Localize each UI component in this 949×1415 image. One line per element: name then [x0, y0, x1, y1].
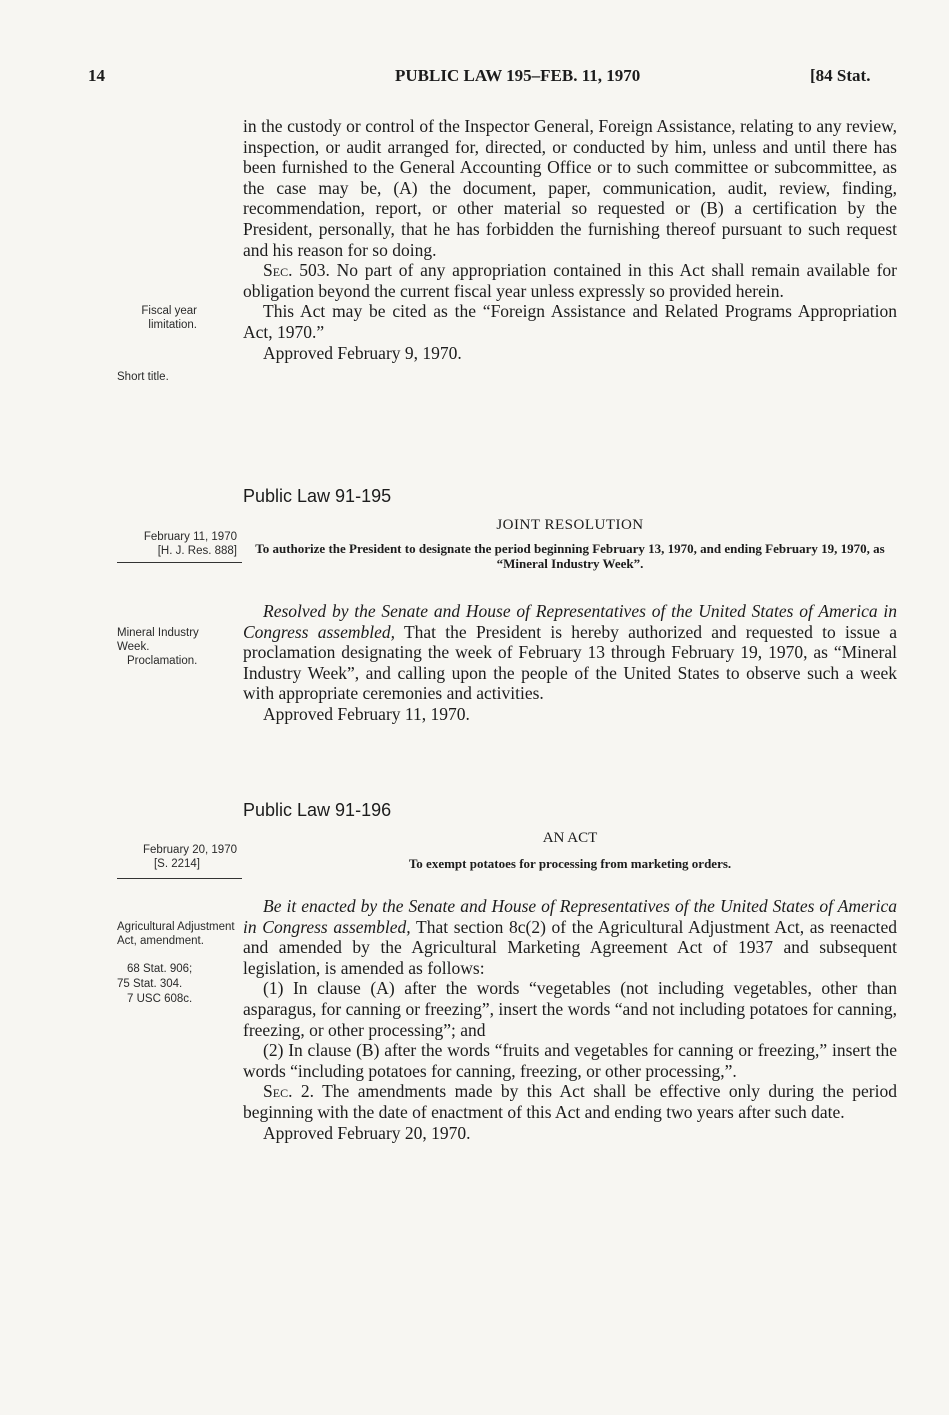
pl195-type: JOINT RESOLUTION	[496, 517, 644, 533]
pl196-approved: Approved February 20, 1970.	[263, 1122, 471, 1143]
continuation-text-block	[243, 116, 897, 363]
margin-note-fiscal-year: Fiscal year limitation.	[141, 305, 197, 331]
approved-date-1: Approved February 9, 1970.	[263, 342, 462, 363]
continuation-paragraph: in the custody or control of the Inspector General, Foreign Assistance, relating to any review, inspection, or audit arranged for, directed, or conducted by him, unless and until there has been furnished to the General Accounting Office or to such committee or subcommittee, as the case may be, (A) the document, paper, communication, audit, review, finding, recommendation, report, or other material so requested or (B) a certification by the President, personally, that he has forbidden the furnishing thereof pursuant to such request and his reason for so doing.	[243, 116, 897, 260]
section-503	[243, 260, 897, 301]
margin-note-75-stat: 75 Stat. 304.	[117, 978, 183, 990]
pl195-approved: Approved February 11, 1970.	[263, 703, 470, 724]
pl196-purpose: To exempt potatoes for processing from marketing orders.	[408, 856, 732, 871]
margin-note-short-title: Short title.	[117, 371, 169, 383]
section-503-label: Sec. 503.	[263, 260, 330, 281]
pl195-date: February 11, 1970	[143, 531, 237, 543]
pl195-bill-ref: [H. J. Res. 888]	[157, 545, 237, 557]
pl196-enacted-clause: Be it enacted by the Senate and House of Representatives of the United States of America in Congress assembled,	[243, 896, 897, 937]
margin-note-proclamation: Proclamation.	[127, 655, 198, 667]
pl196-heading: Public Law 91-196	[243, 800, 392, 820]
margin-rule-pl195	[117, 562, 242, 563]
pl195-resolved-text: That the President is hereby authorized and requested to issue a proclamation designating the week of February 13 through February 19, 1970, as “Mineral Industry Week”, and calling upon the people of the United States to observe such a week with appropriate ceremonies and activities.	[243, 621, 897, 704]
page-number: 14	[88, 66, 105, 85]
margin-note-agricultural: Agricultural Adjustment Act, amendment.	[117, 921, 235, 947]
running-title: PUBLIC LAW 195–FEB. 11, 1970	[395, 66, 641, 85]
section-503-text: No part of any appropriation contained in this Act shall remain available for obligation beyond the current fiscal year unless expressly so provided herein.	[243, 260, 898, 301]
margin-rule-pl196	[117, 878, 242, 879]
pl195-heading: Public Law 91-195	[243, 486, 392, 506]
pl196-body	[243, 896, 897, 1143]
pl196-bill-ref: [S. 2214]	[153, 858, 201, 870]
pl195-purpose: To authorize the President to designate the period beginning February 13, 1970, and ending February 19, 1970, as “Mineral Industry Week”.	[255, 541, 885, 571]
margin-note-mineral: Mineral Industry Week.	[117, 627, 199, 653]
margin-note-usc: 7 USC 608c.	[127, 993, 193, 1005]
pl195-body	[243, 601, 897, 725]
pl196-type: AN ACT	[542, 830, 598, 846]
pl195-resolved-clause: Resolved by the Senate and House of Representatives of the United States of America in Congress assembled,	[243, 601, 897, 642]
pl195-resolved	[243, 601, 897, 704]
pl196-clause-1: (1) In clause (A) after the words “vegetables (not including vegetables, other than asparagus, for canning or freezing”, insert the words “and not including potatoes for canning, freezing, or other processing”; and	[243, 978, 897, 1040]
pl196-clause-2: (2) In clause (B) after the words “fruits and vegetables for canning or freezing,” insert the words “including potatoes for canning, freezing, or other processing,”.	[243, 1040, 897, 1081]
margin-note-68-stat: 68 Stat. 906;	[127, 963, 193, 975]
pl196-section-2-label: Sec. 2.	[263, 1081, 314, 1102]
pl196-enacted-text: That section 8c(2) of the Agricultural Adjustment Act, as reenacted and amended by the Agricultural Marketing Agreement Act of 1937 and subsequent legislation, is amended as follows:	[243, 916, 897, 978]
pl196-enacted	[243, 896, 897, 978]
pl196-section-2-text: The amendments made by this Act shall be effective only during the period beginning with the date of enactment of this Act and ending two years after such date.	[243, 1081, 898, 1122]
pl196-date: February 20, 1970	[143, 844, 237, 856]
stat-volume: [84 Stat.	[810, 66, 871, 85]
pl196-section-2	[243, 1081, 897, 1122]
short-title-paragraph: This Act may be cited as the “Foreign Assistance and Related Programs Appropriation Act, 1970.”	[243, 301, 897, 342]
